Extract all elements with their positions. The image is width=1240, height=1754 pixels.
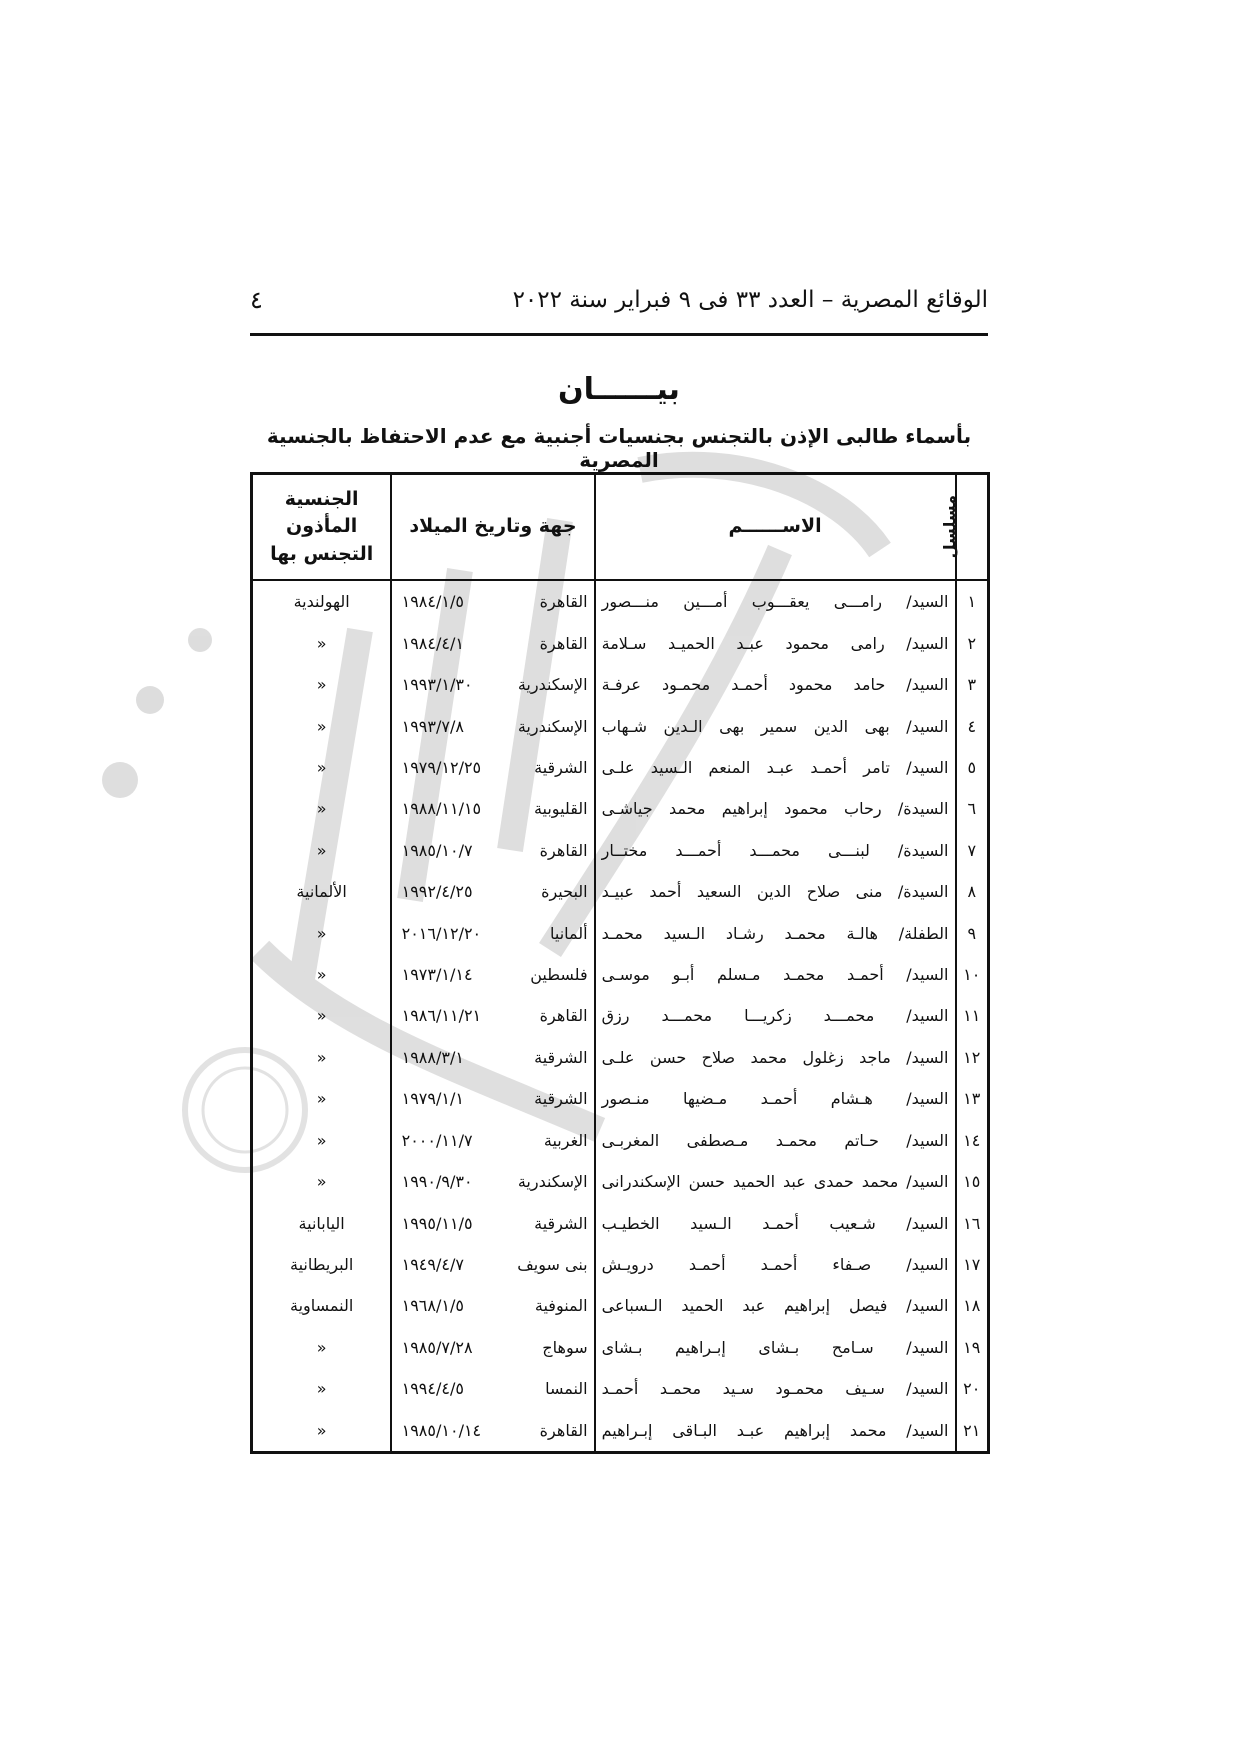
table-header-row — [253, 475, 987, 580]
row-serial: ١ — [956, 580, 988, 622]
row-nationality: « — [316, 1172, 327, 1192]
row-name: السيدة/ لبنـــى محمـــد أحمـــد مختــار — [595, 830, 956, 871]
table-row — [253, 1368, 987, 1409]
row-serial: ١١ — [956, 995, 988, 1036]
row-birth-date: ١٩٨٤/١/٥ — [401, 592, 464, 612]
row-birth — [391, 1161, 594, 1202]
row-name: السيد/ محمد إبراهيم عبـد البـاقى إبـراهيم — [595, 1409, 956, 1451]
row-birth-place: بنى سويف — [517, 1254, 588, 1274]
row-birth-date: ١٩٨٥/١٠/٧ — [401, 840, 473, 860]
row-nationality: « — [316, 716, 327, 736]
row-birth — [391, 1120, 594, 1161]
document-subheading: بأسماء طالبى الإذن بالتجنس بجنسيات أجنبية مع عدم الاحتفاظ بالجنسية المصرية — [266, 424, 972, 472]
row-serial: ٣ — [956, 664, 988, 705]
row-birth-date: ١٩٧٣/١/١٤ — [401, 965, 473, 985]
register-table — [250, 472, 990, 1454]
row-birth-place: فلسطين — [530, 965, 588, 985]
row-name: السيد/ هـشام أحمـد مـضيها منـصور — [595, 1078, 956, 1119]
table-row — [253, 830, 987, 871]
row-nationality: « — [316, 1130, 327, 1150]
row-nationality: البريطانية — [290, 1254, 354, 1274]
row-birth — [391, 912, 594, 953]
table-row — [253, 1078, 987, 1119]
table-row — [253, 871, 987, 912]
row-birth-date: ١٩٩٣/٧/٨ — [401, 716, 464, 736]
row-birth-place: الشرقية — [534, 1213, 588, 1233]
row-name: السيد/ حـاتم محمـد مـصطفى المغربـى — [595, 1120, 956, 1161]
row-birth-place: القاهرة — [539, 592, 588, 612]
row-birth-place: الغربية — [543, 1130, 588, 1150]
row-birth-date: ١٩٧٩/١٢/٢٥ — [401, 757, 482, 777]
row-nationality: « — [316, 799, 327, 819]
row-serial: ١٢ — [956, 1037, 988, 1078]
row-name: السيد/ سـامح بـشاى إبـراهيم بـشاى — [595, 1327, 956, 1368]
row-name: السيد/ سـيف محمـود سـيد محمـد أحمـد — [595, 1368, 956, 1409]
row-birth-place: الشرقية — [534, 1047, 588, 1067]
row-name: السيد/ محمـــد زكريـــا محمـــد رزق — [595, 995, 956, 1036]
row-nationality: « — [316, 965, 327, 985]
row-serial: ١٥ — [956, 1161, 988, 1202]
row-nationality: الألمانية — [296, 882, 347, 902]
row-birth-place: المنوفية — [534, 1296, 588, 1316]
table-row — [253, 747, 987, 788]
row-birth-place: الإسكندرية — [517, 1172, 588, 1192]
row-birth-date: ١٩٩٠/٩/٣٠ — [401, 1172, 473, 1192]
row-birth — [391, 1327, 594, 1368]
row-serial: ٨ — [956, 871, 988, 912]
row-serial: ١٧ — [956, 1244, 988, 1285]
table-row — [253, 705, 987, 746]
row-nationality: « — [316, 757, 327, 777]
row-birth — [391, 1078, 594, 1119]
row-birth-date: ١٩٦٨/١/٥ — [401, 1296, 464, 1316]
row-serial: ٢١ — [956, 1409, 988, 1451]
page-number: ٤ — [250, 286, 263, 314]
row-serial: ٤ — [956, 705, 988, 746]
gazette-title: الوقائع المصرية – العدد ٣٣ فى ٩ فبراير سنة ٢٠٢٢ — [512, 287, 988, 313]
table-row — [253, 1202, 987, 1243]
row-birth — [391, 1409, 594, 1451]
header-rule — [250, 333, 988, 336]
row-birth-date: ٢٠٠٠/١١/٧ — [401, 1130, 473, 1150]
row-name: السيد/ محمد حمدى عبد الحميد حسن الإسكندرانى — [595, 1161, 956, 1202]
row-birth-place: الإسكندرية — [517, 675, 588, 695]
row-nationality: « — [316, 840, 327, 860]
row-name: السيد/ رامـــى يعقـــوب أمـــين منـــصور — [595, 580, 956, 622]
row-nationality: « — [316, 675, 327, 695]
document-heading: بيــــــان — [558, 372, 680, 407]
table-row — [253, 1161, 987, 1202]
row-birth — [391, 1368, 594, 1409]
row-nationality: « — [316, 1337, 327, 1357]
table-row — [253, 664, 987, 705]
row-birth-place: الشرقية — [534, 1089, 588, 1109]
row-birth — [391, 871, 594, 912]
row-birth-date: ١٩٩٤/٤/٥ — [401, 1379, 464, 1399]
table-row — [253, 1409, 987, 1451]
table-row — [253, 622, 987, 663]
row-birth-place: سوهاج — [542, 1337, 588, 1357]
row-birth-place: القاهرة — [539, 1006, 588, 1026]
table-row — [253, 1037, 987, 1078]
table-row — [253, 995, 987, 1036]
row-serial: ١٦ — [956, 1202, 988, 1243]
row-birth — [391, 1244, 594, 1285]
row-name: السيد/ بهى الدين سمير بهى الـدين شـهاب — [595, 705, 956, 746]
row-serial: ١٣ — [956, 1078, 988, 1119]
col-header-nationality-line1: الجنسية المأذون — [284, 487, 359, 538]
row-birth — [391, 954, 594, 995]
row-serial: ١٩ — [956, 1327, 988, 1368]
row-birth — [391, 1202, 594, 1243]
row-nationality: « — [316, 1089, 327, 1109]
col-header-nationality-line2: التجنس بها — [270, 542, 374, 565]
row-serial: ٢٠ — [956, 1368, 988, 1409]
col-header-nationality — [253, 475, 391, 580]
row-birth-date: ١٩٤٩/٤/٧ — [401, 1254, 464, 1274]
row-nationality: « — [316, 633, 327, 653]
col-header-serial: مسلسل — [956, 475, 988, 580]
row-birth-date: ٢٠١٦/١٢/٢٠ — [401, 923, 482, 943]
row-serial: ١٠ — [956, 954, 988, 995]
row-serial: ٩ — [956, 912, 988, 953]
row-birth-place: ألمانيا — [550, 923, 588, 943]
row-serial: ٢ — [956, 622, 988, 663]
row-birth-place: القاهرة — [539, 633, 588, 653]
row-birth — [391, 1037, 594, 1078]
row-name: السيدة/ رحاب محمود إبراهيم محمد جياشـى — [595, 788, 956, 829]
row-nationality: اليابانية — [298, 1213, 345, 1233]
row-birth — [391, 622, 594, 663]
table-row — [253, 1244, 987, 1285]
row-birth-date: ١٩٨٨/٣/١ — [401, 1047, 464, 1067]
row-birth-place: القاهرة — [539, 1420, 588, 1440]
row-nationality: « — [316, 1379, 327, 1399]
row-name: السيد/ أحمـد محمـد مـسلم أبـو موسـى — [595, 954, 956, 995]
row-name: السيد/ تامر أحمـد عبـد المنعم الـسيد علـى — [595, 747, 956, 788]
row-birth — [391, 705, 594, 746]
row-name: السيد/ ماجد زغلول محمد صلاح حسن علـى — [595, 1037, 956, 1078]
row-birth — [391, 788, 594, 829]
row-birth — [391, 995, 594, 1036]
table-row — [253, 580, 987, 622]
page-header — [250, 282, 988, 318]
row-birth-place: الشرقية — [534, 757, 588, 777]
row-birth — [391, 747, 594, 788]
row-birth-place: الإسكندرية — [517, 716, 588, 736]
row-birth-date: ١٩٩٥/١١/٥ — [401, 1213, 473, 1233]
row-name: السيد/ شـعيب أحمـد الـسيد الخطيـب — [595, 1202, 956, 1243]
row-birth-date: ١٩٩٢/٤/٢٥ — [401, 882, 473, 902]
row-birth-place: النمسا — [545, 1379, 588, 1399]
table-row — [253, 954, 987, 995]
table-row — [253, 1120, 987, 1161]
row-birth-date: ١٩٨٥/١٠/١٤ — [401, 1420, 482, 1440]
table-row — [253, 912, 987, 953]
table-row — [253, 1285, 987, 1326]
row-birth — [391, 580, 594, 622]
row-nationality: « — [316, 923, 327, 943]
row-name: السيد/ صـفاء أحمـد أحمـد درويـش — [595, 1244, 956, 1285]
row-nationality: « — [316, 1047, 327, 1067]
row-birth — [391, 664, 594, 705]
row-nationality: « — [316, 1006, 327, 1026]
row-birth-place: القاهرة — [539, 840, 588, 860]
row-name: السيد/ فيصل إبراهيم عبد الحميد الـسباعى — [595, 1285, 956, 1326]
row-serial: ٦ — [956, 788, 988, 829]
row-nationality: النمساوية — [289, 1296, 354, 1316]
col-header-birth: جهة وتاريخ الميلاد — [391, 475, 594, 580]
row-birth-place: القليوبية — [533, 799, 588, 819]
row-serial: ٥ — [956, 747, 988, 788]
row-name: الطفلة/ هالـة محمـد رشـاد الـسيد محمـد — [595, 912, 956, 953]
row-serial: ٧ — [956, 830, 988, 871]
row-serial: ١٤ — [956, 1120, 988, 1161]
row-birth — [391, 1285, 594, 1326]
row-birth-date: ١٩٨٤/٤/١ — [401, 633, 464, 653]
row-name: السيد/ حامد محمود أحمـد محمـود عرفـة — [595, 664, 956, 705]
row-birth-date: ١٩٨٦/١١/٢١ — [401, 1006, 482, 1026]
row-nationality: الهولندية — [293, 592, 350, 612]
row-serial: ١٨ — [956, 1285, 988, 1326]
col-header-name: الاســــــم — [595, 475, 956, 580]
row-name: السيد/ رامى محمود عبـد الحميـد سـلامة — [595, 622, 956, 663]
row-birth-date: ١٩٨٨/١١/١٥ — [401, 799, 482, 819]
row-nationality: « — [316, 1420, 327, 1440]
row-name: السيدة/ منى صلاح الدين السعيد أحمد عبيـد — [595, 871, 956, 912]
row-birth — [391, 830, 594, 871]
table-row — [253, 1327, 987, 1368]
row-birth-date: ١٩٩٣/١/٣٠ — [401, 675, 473, 695]
row-birth-date: ١٩٨٥/٧/٢٨ — [401, 1337, 473, 1357]
row-birth-date: ١٩٧٩/١/١ — [401, 1089, 464, 1109]
row-birth-place: البحيرة — [541, 882, 588, 902]
table-row — [253, 788, 987, 829]
